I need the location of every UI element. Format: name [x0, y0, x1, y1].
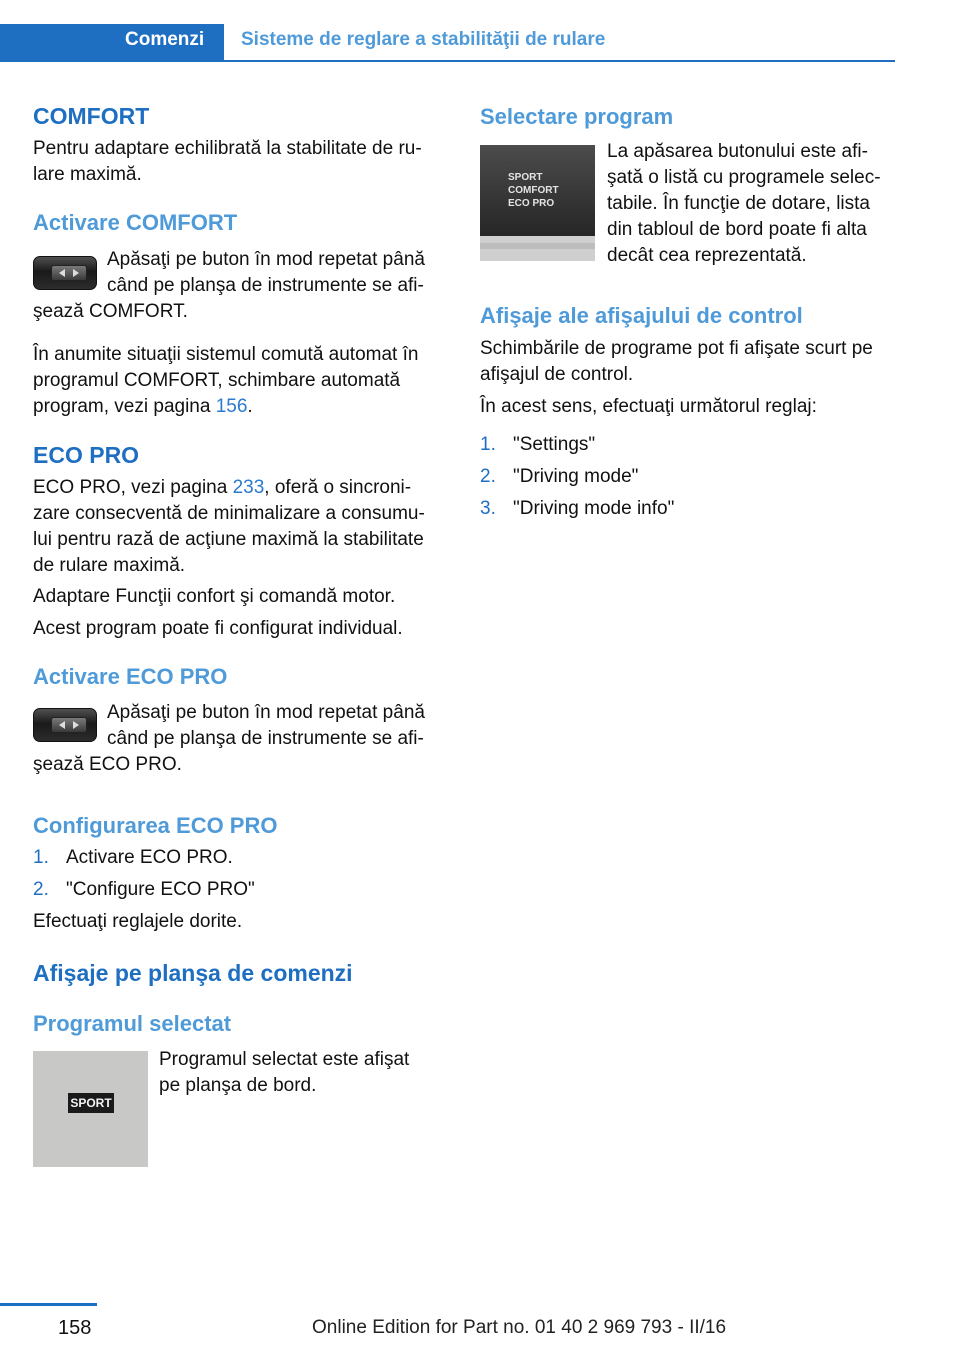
select-text-line-4: din tabloul de bord poate fi alta	[607, 219, 867, 240]
activate-comfort-text-line-3: şează COMFORT.	[33, 301, 188, 322]
select-program-heading: Selectare program	[480, 104, 674, 129]
control-display-heading: Afişaje ale afişajului de control	[480, 303, 803, 328]
control-step-text: "Driving mode"	[513, 466, 639, 487]
eco-pro-heading: ECO PRO	[33, 442, 140, 468]
program-option: COMFORT	[508, 185, 559, 196]
program-list-image	[480, 145, 595, 261]
config-step-number: 1.	[33, 847, 49, 868]
program-heading: Programul selectat	[33, 1011, 232, 1036]
activate-eco-text-line-2: când pe planşa de instrumente se afi‐	[107, 728, 424, 749]
eco-desc-line-1: ECO PRO, vezi pagina 233, oferă o sincroni‐	[33, 477, 412, 498]
eco-desc-line-4: de rulare maximă.	[33, 555, 186, 576]
activate-eco-text-line-3: şează ECO PRO.	[33, 754, 182, 775]
eco-adapt-text: Adaptare Funcţii confort şi comandă motor.	[33, 586, 396, 607]
select-text-line-1: La apăsarea butonului este afi‐	[607, 141, 868, 162]
display-heading: Afişaje pe planşa de comenzi	[33, 960, 353, 986]
activate-eco-heading: Activare ECO PRO	[33, 664, 228, 689]
select-text-line-5: decât cea reprezentată.	[607, 245, 807, 266]
config-step-text: "Configure ECO PRO"	[66, 879, 255, 900]
mode-button-image	[33, 708, 97, 742]
page-link-156[interactable]: 156	[215, 396, 248, 417]
control-step-number: 3.	[480, 498, 496, 519]
page-link-233[interactable]: 233	[232, 477, 265, 498]
config-eco-heading: Configurarea ECO PRO	[33, 813, 278, 838]
program-option: SPORT	[508, 172, 543, 183]
mode-button-image	[33, 256, 97, 290]
program-option: ECO PRO	[508, 198, 555, 209]
eco-desc-line-3: lui pentru rază de acţiune maximă la stabilitate	[33, 529, 424, 550]
footer-rule	[0, 1303, 97, 1306]
control-text-line-2: afişajul de control.	[480, 364, 634, 385]
header-title: Sisteme de reglare a stabilităţii de rulare	[241, 29, 606, 50]
program-text-line-1: Programul selectat este afişat	[159, 1049, 410, 1070]
comfort-heading: COMFORT	[33, 103, 150, 129]
edition-text: Online Edition for Part no. 01 40 2 969 793 - II/16	[312, 1317, 727, 1338]
rocker-arrows-icon	[51, 265, 87, 281]
control-text-line-1: Schimbările de programe pot fi afişate scurt pe	[480, 338, 873, 359]
control-step-number: 1.	[480, 434, 496, 455]
header-tab-label[interactable]: Comenzi	[125, 29, 205, 50]
auto-text-line-3: program, vezi pagina 156.	[33, 396, 253, 417]
select-text-line-3: tabile. În funcţie de dotare, lista	[607, 193, 870, 214]
auto-text-line-2: programul COMFORT, schimbare automată	[33, 370, 401, 391]
program-text-line-2: pe planşa de bord.	[159, 1075, 317, 1096]
control-step-text: "Settings"	[513, 434, 596, 455]
control-step-number: 2.	[480, 466, 496, 487]
select-text-line-2: şată o listă cu programele selec‐	[607, 167, 881, 188]
selected-program-image	[33, 1051, 148, 1167]
page-number: 158	[58, 1317, 92, 1339]
image-stripe	[480, 243, 595, 249]
activate-comfort-text-line-2: când pe planşa de instrumente se afi‐	[107, 275, 424, 296]
auto-text-line-1: În anumite situaţii sistemul comută automat în	[33, 344, 419, 365]
comfort-desc-line-1: Pentru adaptare echilibrată la stabilitate de ru‐	[33, 138, 422, 159]
activate-comfort-heading: Activare COMFORT	[33, 210, 238, 235]
control-step-text: "Driving mode info"	[513, 498, 675, 519]
control-steps-intro: În acest sens, efectuaţi următorul reglaj:	[480, 396, 817, 417]
rocker-arrows-icon	[51, 717, 87, 733]
sport-badge: SPORT	[68, 1093, 114, 1113]
config-step-number: 2.	[33, 879, 49, 900]
config-step-text: Activare ECO PRO.	[66, 847, 233, 868]
activate-eco-text-line-1: Apăsaţi pe buton în mod repetat până	[107, 702, 425, 723]
config-done-text: Efectuaţi reglajele dorite.	[33, 911, 243, 932]
comfort-desc-line-2: lare maximă.	[33, 164, 142, 185]
activate-comfort-text-line-1: Apăsaţi pe buton în mod repetat până	[107, 249, 425, 270]
eco-config-note: Acest program poate fi configurat individual.	[33, 618, 403, 639]
eco-desc-line-2: zare consecventă de minimalizare a consumu‐	[33, 503, 425, 524]
